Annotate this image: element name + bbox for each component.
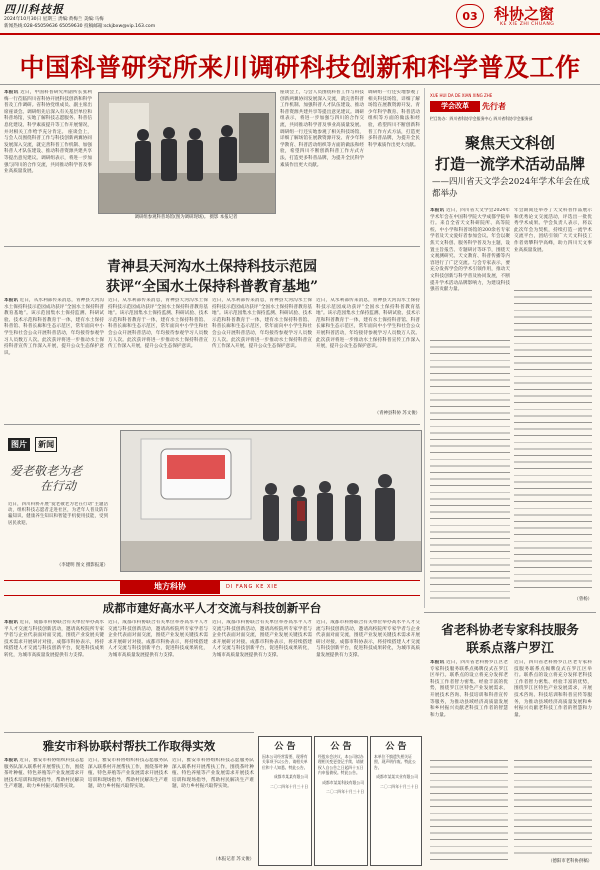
second-body-col3: 近日，从水利部传来消息，青神县天河沟水土保持科技示范园成功获评“全国水土保持科普教育基地”。该示范园集水土保持监测、科研试验、技术示范和科普教育于一体，建有水土保持科普馆、科普长廊和生态示范区，常年面向中小学生和社会公众开展科普活动，年均接待参观学习人员数万人次。此次获评将进一步推动水土保持科普宣传工作深入开展，提升公众生态保护意识。	[212, 298, 312, 350]
luojiang-end-mark: （德阳市老科协供稿）	[548, 859, 592, 864]
photo-news-label-2: 新闻	[35, 437, 57, 452]
yaan-body-col3: 近日，雅安市科协组织科技志愿服务队深入联系村开展帮扶工作，围绕茶叶种植、特色养殖等产业发展需求开展技术培训和现场指导，帮助村民解决生产难题，助力乡村振兴取得实效。	[172, 758, 254, 790]
lead-body-col4: 调研组一行还实地参观了相关科技场馆，详细了解场馆在展教资源开发、青少年科学教育、科普活动组织等方面的做法和经验，希望四川不断创新科普工作方式方法，打造更多科普品牌，为提升全民科学素质作出更大贡献。	[368, 90, 420, 148]
notice-1-title: 公 告	[274, 742, 296, 752]
second-end-mark: （青神县科协 苏文俊）	[374, 411, 420, 416]
notice-1-signer: 成都市某某有限公司	[273, 774, 308, 780]
luojiang-col2-filler	[514, 760, 592, 856]
calligraphy-line-1: 爱老敬老为老	[10, 464, 83, 478]
sidebar-body-right: 年会期间还举办了天文科普作品展示和优秀论文交流活动，评选出一批优秀学术成果。学会负责人表示，将以此次年会为契机，持续打造一流学术交流平台，团结引领广大天文科技工作者勇攀科学高峰，助力四川天文事业高质量发展。	[514, 208, 592, 253]
chengdu-body-col1: 本报讯 近日，成都市科协联合有关单位举办高水平人才交流与科技创新活动，邀请高校院所专家学者与企业代表面对面交流，围绕产业发展关键技术需求开展研讨对接。成都市科协表示，将持续搭建人才交流与科技创新平台，促进科技成果转化，为城市高质量发展提供有力支撑。	[4, 620, 104, 658]
second-body-col2: 近日，从水利部传来消息，青神县天河沟水土保持科技示范园成功获评“全国水土保持科普教育基地”。该示范园集水土保持监测、科研试验、技术示范和科普教育于一体，建有水土保持科普馆、科普长廊和生态示范区，常年面向中小学生和社会公众开展科普活动，年均接待参观学习人员数万人次。此次获评将进一步推动水土保持科普宣传工作深入开展，提升公众生态保护意识。	[108, 298, 208, 350]
second-body-col1: 本报讯 近日，从水利部传来消息，青神县天河沟水土保持科技示范园成功获评“全国水土保持科普教育基地”。该示范园集水土保持监测、科研试验、技术示范和科普教育于一体，建有水土保持科普馆、科普长廊和生态示范区，常年面向中小学生和社会公众开展科普活动，年均接待参观学习人员数万人次。此次获评将进一步推动水土保持科普宣传工作深入开展，提升公众生态保护意识。	[4, 298, 104, 356]
section-name-en: KE XIE ZHI CHUANG	[500, 22, 555, 27]
section-bar-label: 地方科协	[120, 580, 220, 594]
photo-news-calligraphy	[10, 464, 104, 494]
section-name: 科协之窗	[494, 5, 555, 23]
notice-2-title: 公 告	[330, 742, 352, 752]
lead-headline: 中国科普研究所来川调研科技创新和科学普及工作	[19, 53, 581, 82]
photo-news-credit: （李建明 图文 摄影报道）	[56, 563, 108, 568]
second-headline-2: 获评“全国水土保持科普教育基地”	[105, 279, 319, 295]
sidebar-pinyin: XUE HUI DA DE XIAN XING ZHE	[430, 93, 493, 98]
notice-2-body: 经股东会决议，本公司拟办理相关变更登记手续，请债权人自公告之日起四十五日内申报债权。特此公告。	[318, 754, 364, 776]
paper-name: 四川科技报	[4, 3, 64, 16]
chengdu-headline: 成都市建好高水平人才交流与科技创新平台	[102, 601, 322, 615]
photo-news-rule	[4, 424, 420, 425]
yaan-rule	[4, 732, 254, 733]
notice-2-signer: 成都市某某科技有限公司	[322, 779, 364, 785]
sidebar-end-mark: （曾杨）	[574, 597, 592, 602]
lead-byline: 本报讯	[4, 90, 19, 95]
chengdu-body-col2: 近日，成都市科协联合有关单位举办高水平人才交流与科技创新活动，邀请高校院所专家学者与企业代表面对面交流，围绕产业发展关键技术需求开展研讨对接。成都市科协表示，将持续搭建人才交流与科技创新平台，促进科技成果转化，为城市高质量发展提供有力支撑。	[108, 620, 208, 658]
chengdu-body-col4: 近日，成都市科协联合有关单位举办高水平人才交流与科技创新活动，邀请高校院所专家学者与企业代表面对面交流，围绕产业发展关键技术需求开展研讨对接。成都市科协表示，将持续搭建人才交流与科技创新平台，促进科技成果转化，为城市高质量发展提供有力支撑。	[316, 620, 420, 658]
photo-news-label	[8, 432, 100, 462]
lead-photo-caption: 调研组参观科普场馆(图为调研现场)。 摄影 本报记者	[134, 215, 238, 220]
yaan-body-col1: 本报讯 近日，雅安市科协组织科技志愿服务队深入联系村开展帮扶工作，围绕茶叶种植、特色养殖等产业发展需求开展技术培训和现场指导，帮助村民解决生产难题，助力乡村振兴取得实效。	[4, 758, 84, 790]
notice-3-date: 二〇二四年十月三十日	[380, 783, 418, 789]
second-headline-1: 青神县天河沟水土保持科技示范园	[107, 259, 317, 275]
sidebar-tab-right: 先行者	[482, 101, 506, 111]
sidebar-subhead: ——四川省天文学会2024年学术年会在成都举办	[432, 177, 590, 199]
notice-3	[370, 736, 422, 866]
notice-3-body: 本单位不慎遗失相关证照，现声明作废。特此公告。	[374, 754, 416, 770]
date-line: 2024年10月30日 星期三 责编:黄梅兰 美编:马梅	[4, 17, 104, 22]
yaan-body-col2: 近日，雅安市科协组织科技志愿服务队深入联系村开展帮扶工作，围绕茶叶种植、特色养殖等产业发展需求开展技术培训和现场指导，帮助村民解决生产难题，助力乡村振兴取得实效。	[88, 758, 168, 790]
sidebar-headline-1: 聚焦天文科创	[464, 134, 555, 152]
sidebar-tab: 学会改革	[430, 101, 480, 112]
notice-3-signer: 成都市某某实业有限公司	[376, 774, 418, 780]
notice-1-body: 因本公司经营需要，现将有关事项予以公告，请相关单位和个人知悉。特此公告。	[262, 754, 308, 770]
headline-divider	[0, 84, 600, 85]
sidebar-partners: 栏目协办：四川省科协学会服务中心 四川省科协学会服务部	[430, 116, 533, 121]
contact-line: 新闻热线:028-65059636 65059630 投稿邮箱:sckjbxw@vip.163.com	[4, 24, 156, 29]
notice-1	[258, 736, 312, 866]
lead-photo	[98, 92, 276, 214]
notice-2	[314, 736, 368, 866]
yaan-end-mark: （本报记者 苏文俊）	[213, 857, 254, 862]
photo-news-label-1: 图片	[8, 438, 30, 451]
sidebar-headline-2: 打造一流学术活动品牌	[434, 155, 585, 173]
sidebar-body-left: 本报讯 近日，四川省天文学会2024年学术年会在中国科学院大学成都学院举行。来自全省天文科研院所、高等院校、中小学和科普场馆的200余名专家学者及天文爱好者参加会议。年会以聚焦天文科创、服务科学普及为主题，设置主旨报告、专题研讨等环节，围绕天文观测研究、天文教育、科普传播等内容进行了广泛交流。与会专家表示，要充分发挥学会的学术引领作用，推动天文科技创新与科学普及协同发展，不断提升学术活动品牌影响力，为建设科技强省贡献力量。	[430, 208, 510, 293]
masthead-rule	[0, 33, 600, 35]
luojiang-body-col1: 本报讯 近日，四川省老科协罗江区老专家科技服务联系点揭牌仪式在罗江区举行。联系点的设立将充分发挥老科技工作者智力密集、经验丰富的优势，围绕罗江区特色产业发展需求，开展技术咨询、科技培训和科普宣传等服务，为推动县域经济高质量发展和乡村振兴贡献老科技工作者的智慧和力量。	[430, 660, 508, 718]
calligraphy-line-2: 在行动	[40, 479, 77, 493]
photo-news-body: 近日，四川科协开展“爱老敬老为老在行动”主题活动，组织科技志愿者走进社区，为老年人普及防诈骗知识、健康养生知识和智能手机使用技能，受到居民欢迎。	[8, 502, 108, 526]
notice-1-date: 二〇二四年十月三十日	[270, 783, 308, 789]
yaan-headline: 雅安市科协联村帮扶工作取得实效	[42, 739, 216, 753]
sidebar-body-right-filler	[514, 290, 592, 590]
section-bar-pinyin: DI FANG KE XIE	[226, 584, 279, 590]
lead-body-col3: 座谈会上，与会人员围绕科普工作与科技创新两翼协同发展深入交流，就完善科普工作机制、加强科普人才队伍建设、推动科普资源共建共享等提出意见建议。调研组表示，将进一步加强与四川的合作交流，共同推动科学普及事业高质量发展。 调研组一行还实地参观了相关科技场馆，详细了解场馆在展教资源开发、青少年科学教育、科普活动组织等方面的做法和经验，希望四川不断创新科普工作方式方法，打造更多科普品牌，为提升全民科学素质作出更大贡献。	[280, 90, 364, 168]
sidebar-body-left-filler	[430, 340, 510, 604]
lead-body-col1: 本报讯 近日，中国科普研究所副所长张利梅一行莅临四川省科协开展科技创新和科学普及工作调研。省科协党组成员、副主席出席座谈会。调研组先后深入有关基层单位和科普场馆，实地了解科技志愿服务、科普信息化建设、科学素质提升等工作开展情况，并对相关工作给予充分肯定。 座谈会上，与会人员围绕科普工作与科技创新两翼协同发展深入交流，就完善科普工作机制、加强科普人才队伍建设、推动科普资源共建共享等提出意见建议。调研组表示，将进一步加强与四川的合作交流，共同推动科学普及事业高质量发展。	[4, 90, 92, 175]
second-story-rule	[4, 246, 420, 247]
notice-2-date: 二〇二四年十月三十日	[326, 789, 364, 795]
page-number: 03	[456, 4, 484, 28]
photo-news-image	[120, 430, 422, 572]
luojiang-body-col2: 近日，四川省老科协罗江区老专家科技服务联系点揭牌仪式在罗江区举行。联系点的设立将充分发挥老科技工作者智力密集、经验丰富的优势，围绕罗江区特色产业发展需求，开展技术咨询、科技培训和科普宣传等服务，为推动县域经济高质量发展和乡村振兴贡献老科技工作者的智慧和力量。	[514, 660, 592, 718]
chengdu-body-col3: 近日，成都市科协联合有关单位举办高水平人才交流与科技创新活动，邀请高校院所专家学者与企业代表面对面交流，围绕产业发展关键技术需求开展研讨对接。成都市科协表示，将持续搭建人才交流与科技创新平台，促进科技成果转化，为城市高质量发展提供有力支撑。	[212, 620, 312, 658]
luojiang-rule	[424, 612, 596, 613]
luojiang-headline-1: 省老科协老专家科技服务	[441, 622, 579, 637]
notice-3-title: 公 告	[385, 742, 407, 752]
second-body-col4: 近日，从水利部传来消息，青神县天河沟水土保持科技示范园成功获评“全国水土保持科普教育基地”。该示范园集水土保持监测、科研试验、技术示范和科普教育于一体，建有水土保持科普馆、科普长廊和生态示范区，常年面向中小学生和社会公众开展科普活动，年均接待参观学习人员数万人次。此次获评将进一步推动水土保持科普宣传工作深入开展，提升公众生态保护意识。	[316, 298, 420, 350]
luojiang-headline-2: 联系点落户罗江	[466, 640, 554, 655]
luojiang-col1-filler	[430, 760, 508, 864]
